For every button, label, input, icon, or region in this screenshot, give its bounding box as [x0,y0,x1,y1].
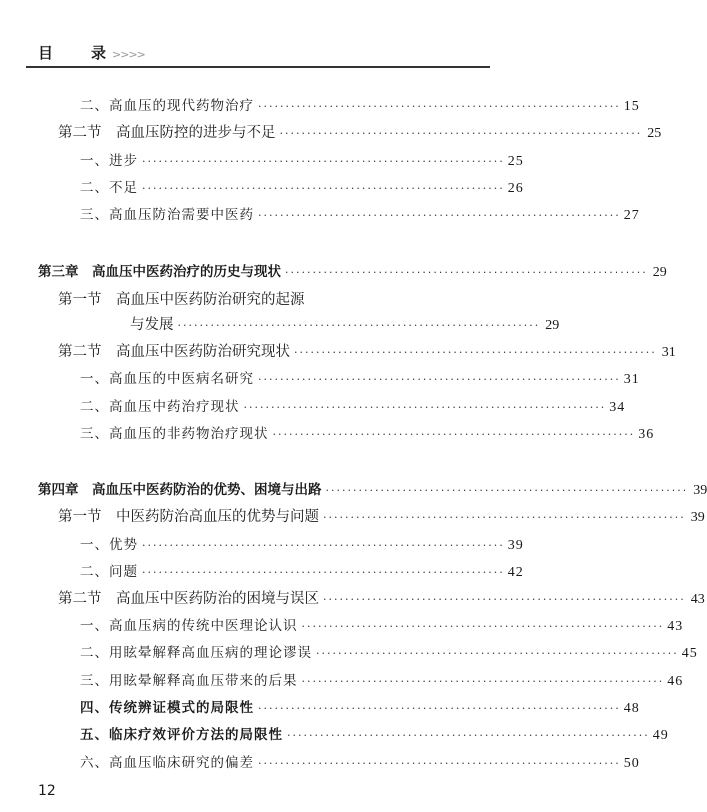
toc-entry-title: 一、高血压病的传统中医理论认识 [80,618,298,634]
toc-entry-title: 二、用眩晕解释高血压病的理论谬误 [80,645,312,661]
toc-entry-page: 49 [652,728,669,743]
toc-entry-page: 36 [638,427,655,442]
toc-leader-dots: ·································································· [287,729,650,742]
toc-entry-title: 一、优势 [80,537,138,553]
toc-entry-title: 第二节 高血压中医药防治的困境与误区 [58,591,319,607]
toc-entry-page: 39 [507,538,524,553]
toc-entry-title: 六、高血压临床研究的偏差 [80,755,254,771]
toc-entry-page: 46 [667,674,684,689]
toc-leader-dots: ·································································· [258,702,621,715]
toc-entry [58,121,662,142]
toc-entry [80,367,640,388]
page-number: 12 [38,783,56,799]
toc-entry-page: 43 [690,592,705,607]
toc-entry-title: 二、不足 [80,180,138,196]
toc-entry-page: 25 [507,154,524,169]
toc-leader-dots: ·································································· [285,266,648,279]
toc-entry [38,478,707,499]
toc-leader-dots: ·································································· [142,566,505,579]
toc-entry-page: 26 [507,181,524,196]
toc-entry-page: 39 [693,483,707,498]
toc-leader-dots: ·································································· [258,100,621,113]
toc-entry-title: 一、进步 [80,153,138,169]
toc-entry [130,313,560,334]
toc-leader-dots: ·································································· [258,209,621,222]
toc-leader-dots: ·································································· [279,127,643,140]
toc-leader-dots: ·································································· [323,511,686,524]
toc-entry [58,340,676,361]
toc-entry-title: 二、问题 [80,564,138,580]
running-header [38,42,145,63]
toc-entry-page: 48 [623,701,640,716]
header-rule [26,66,490,68]
toc-entry [80,149,524,170]
toc-entry-page: 29 [652,265,667,280]
toc-entry-page: 29 [545,318,560,333]
toc-entry [80,94,640,115]
toc-entry [58,587,705,608]
toc-entry-title: 第一节 高血压中医药防治研究的起源 [58,292,305,308]
toc-entry [80,533,524,554]
toc-entry [58,288,305,309]
toc-entry-title: 第三章 高血压中医药治疗的历史与现状 [38,264,281,280]
header-title-part1: 目 [38,44,54,62]
header-title-part2: 录 [91,44,107,62]
toc-entry-title: 第二节 高血压防控的进步与不足 [58,125,276,141]
toc-leader-dots: ·································································· [301,620,665,633]
toc-leader-dots: ·································································· [294,346,657,359]
toc-entry-title: 二、高血压中药治疗现状 [80,399,240,415]
toc-entry [80,422,655,443]
toc-entry [80,696,640,717]
toc-entry-page: 42 [507,565,524,580]
toc-leader-dots: ·································································· [258,373,621,386]
toc-leader-dots: ·································································· [316,647,679,660]
toc-entry [80,614,684,635]
toc-entry-title: 第二节 高血压中医药防治研究现状 [58,344,290,360]
toc-entry [80,560,524,581]
toc-entry-title: 第四章 高血压中医药防治的优势、困境与出路 [38,482,322,498]
toc-entry [80,395,626,416]
toc-entry [80,641,698,662]
toc-leader-dots: ·································································· [323,593,686,606]
toc-entry [58,505,705,526]
toc-leader-dots: ·································································· [177,319,541,332]
toc-entry-page: 39 [690,510,705,525]
toc-entry-title: 五、临床疗效评价方法的局限性 [80,727,283,743]
toc-entry-title: 四、传统辨证模式的局限性 [80,700,254,716]
toc-entry-title: 二、高血压的现代药物治疗 [80,98,254,114]
toc-leader-dots: ·································································· [142,182,505,195]
header-arrows-decoration: >>>> [112,48,145,61]
toc-entry-title: 三、高血压的非药物治疗现状 [80,426,269,442]
toc-leader-dots: ·································································· [142,155,505,168]
toc-entry-title: 与发展 [130,317,174,333]
toc-entry-title: 第一节 中医药防治高血压的优势与问题 [58,509,319,525]
toc-entry-page: 31 [661,345,676,360]
toc-leader-dots: ·································································· [272,428,636,441]
toc-entry-page: 31 [623,372,640,387]
toc-entry [38,260,667,281]
toc-entry [80,669,684,690]
toc-entry-page: 34 [609,400,626,415]
toc-entry-page: 43 [667,619,684,634]
toc-entry-page: 45 [681,646,698,661]
toc-entry [80,751,640,772]
toc-leader-dots: ·································································· [301,675,665,688]
toc-leader-dots: ·································································· [243,401,607,414]
toc-leader-dots: ·································································· [142,539,505,552]
toc-entry [80,723,669,744]
toc-leader-dots: ·································································· [325,484,689,497]
toc-entry [80,203,640,224]
toc-entry [80,176,524,197]
toc-entry-page: 15 [623,99,640,114]
toc-entry-title: 一、高血压的中医病名研究 [80,371,254,387]
toc-entry-page: 50 [623,756,640,771]
toc-entry-page: 27 [623,208,640,223]
toc-leader-dots: ·································································· [258,757,621,770]
toc-entry-title: 三、用眩晕解释高血压带来的后果 [80,673,298,689]
toc-entry-title: 三、高血压防治需要中医药 [80,207,254,223]
toc-entry-page: 25 [647,126,662,141]
